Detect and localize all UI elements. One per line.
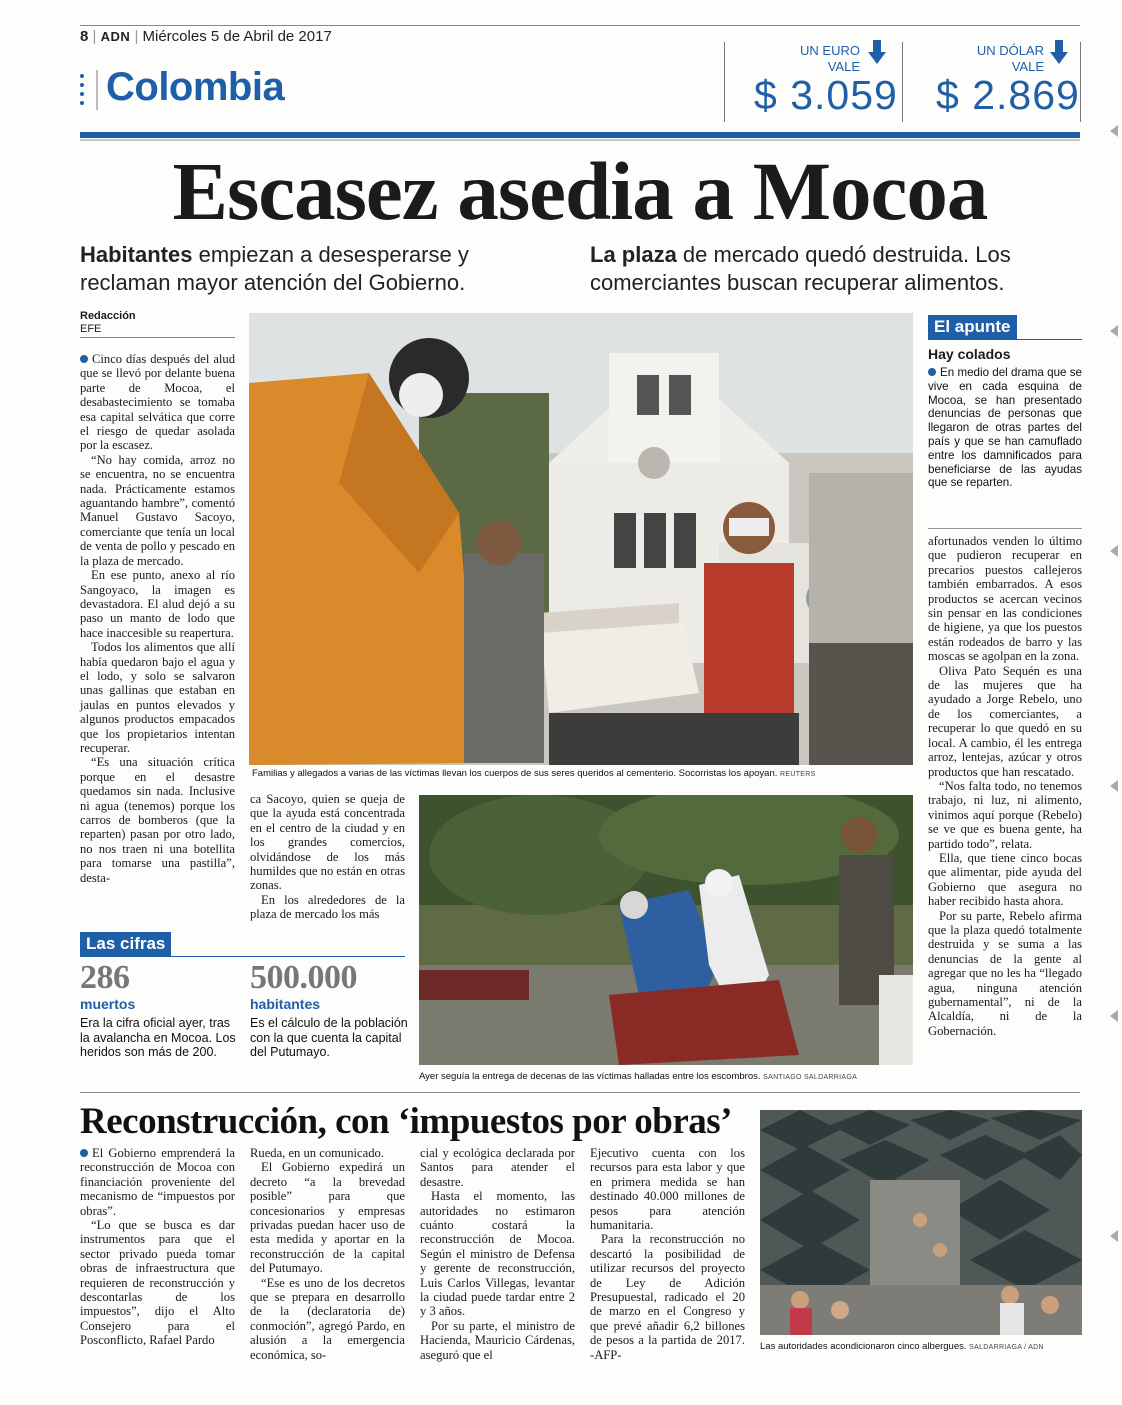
main-story-column-1 xyxy=(80,352,235,885)
top-rule xyxy=(80,25,1080,26)
paragraph: Ejecutivo cuenta con los recursos para esta labor y que en primera medida se han destinado 40.000 millones de pesos para atención humanitaria. xyxy=(590,1146,745,1233)
cifra-description: Es el cálculo de la población con la que cuenta la capital del Putumayo. xyxy=(250,1016,408,1059)
photo-victim-delivery xyxy=(419,795,913,1065)
photo-funeral-procession xyxy=(249,313,913,765)
photo3-caption xyxy=(760,1341,1082,1354)
deck-right-text: de mercado quedó destruida. Los comerciantes buscan recuperar alimentos. xyxy=(590,242,1011,295)
paragraph: “No hay comida, arroz no se encuentra, no se encuentra nada. Prácticamente estamos aguantando hambre”, comentó Manuel Gustavo Sacoyo, comerciante que tenía un local de venta de pollo y pescado en la plaza de mercado. xyxy=(80,452,235,568)
deck-left xyxy=(80,241,550,297)
paragraph: Todos los alimentos que allí había quedaron bajo el agua y el lodo, y solo se salvaron unas gallinas que estaban en jaulas en puntos elevados y algunos productos empacados que los propietarios intentan recuperar. xyxy=(80,640,235,755)
paragraph: El Gobierno emprenderá la reconstrucción de Mocoa con financiación proveniente del mecanismo de “impuestos por obras”. xyxy=(80,1146,235,1218)
paragraph: Ella, que tiene cinco bocas que alimentar, pide ayuda del Gobierno que asegura no haber recibido hasta ahora. xyxy=(928,850,1082,909)
bullet-icon xyxy=(80,1149,88,1157)
scan-mark-icon xyxy=(1110,1010,1118,1022)
paragraph: Hasta el momento, las autoridades no estimaron cuánto costará la reconstrucción de Mocoa. Según el ministro de Defensa y gerente de reconstrucción, Luis Carlos Villegas, levantar la ciudad puede tardar entre 2 y 3 años. xyxy=(420,1189,575,1319)
photo-coffins-image xyxy=(419,795,913,1065)
paragraph: ca Sacoyo, quien se queja de que la ayuda está concentrada en el centro de la ciudad y en los grandes comercios, olvidándose de los más humildes que no están en otras zonas. xyxy=(250,792,405,893)
apunte-text: En medio del drama que se vive en cada esquina de Mocoa, se han presentado denuncias de personas que llegaron de otras partes del país y que se han camuflado entre los damnificados para beneficiarse de las ayudas que se reparten. xyxy=(928,366,1082,490)
paragraph: Oliva Pato Sequén es una de las mujeres que ha ayudado a Jorge Rebelo, uno de los comerciantes, a recuperar lo que quedó en su local. A cambio, él les entrega arroz, lentejas, azúcar y otros productos que han rescatado. xyxy=(928,663,1082,779)
paragraph: “Es una situación crítica porque en el desastre quedamos sin nada. Inclusive ni agua (tenemos) porque los carros de bomberos (que la reparten) pasan por otro lado, no nos traen ni una botellita para tomarse una pastilla”, desta- xyxy=(80,755,235,885)
paragraph: “Nos falta todo, no tenemos trabajo, ni luz, ni alimento, vinimos aquí porque (Rebelo) se ve que es buena gente, ha partido todo”, relata. xyxy=(928,778,1082,851)
paragraph: Por su parte, Rebelo afirma que la plaza quedó totalmente destruida y se suma a las denuncias de la gente al agregar que no les ha “llegado agua, ninguna atención gubernamental”, ni de la Alcaldía, ni de la Gobernación. xyxy=(928,908,1082,1038)
paragraph: Por su parte, el ministro de Hacienda, Mauricio Cárdenas, aseguró que el xyxy=(420,1318,575,1362)
second-story-column-1 xyxy=(80,1146,235,1348)
paragraph: cial y ecológica declarada por Santos para atender el desastre. xyxy=(420,1146,575,1189)
paragraph: “Ese es uno de los decretos que se prepara en desarrollo de la (declaratoria de) conmoción”, agregó Pardo, en alusión a la emergencia económica, so- xyxy=(250,1275,405,1362)
scan-mark-icon xyxy=(1110,325,1118,337)
paragraph: En los alrededores de la plaza de mercado los más xyxy=(250,892,405,922)
main-story-column-4 xyxy=(928,534,1082,1038)
cifra-number: 500.000 xyxy=(250,959,357,996)
fx-separator xyxy=(724,42,725,122)
bullet-icon xyxy=(928,368,936,376)
dollar-label-line1: UN DÓLAR xyxy=(976,43,1044,58)
cifra-number: 286 xyxy=(80,959,130,996)
byline-rule xyxy=(80,337,235,338)
photo2-caption xyxy=(419,1071,914,1084)
second-headline: Reconstrucción, con ‘impuestos por obras’ xyxy=(80,1101,732,1142)
byline-label: Redacción xyxy=(80,310,136,322)
deck-left-bold: Habitantes xyxy=(80,242,193,267)
issue-date: Miércoles 5 de Abril de 2017 xyxy=(142,28,332,45)
deck-left-text: empiezan a desesperarse y reclaman mayor atención del Gobierno. xyxy=(80,242,469,295)
second-story-column-3 xyxy=(420,1146,575,1362)
paragraph: afortunados venden lo último que pudieron recuperar en precarios puestos callejeros también embarrados. A esos productos se acercan vecinos sin pensar en las condiciones de higiene, ya que los puestos están rodeados de barro y las moscas se agolpan en la zona. xyxy=(928,534,1082,664)
photo-tents-image xyxy=(760,1110,1082,1335)
cifra-description: Era la cifra oficial ayer, tras la avalancha en Mocoa. Los heridos son más de 200. xyxy=(80,1016,236,1059)
cifras-tag-rule xyxy=(80,956,405,957)
apunte-bottom-rule xyxy=(928,528,1082,529)
section-divider-rule xyxy=(80,1092,1080,1093)
bullet-icon xyxy=(80,355,88,363)
brand-logo: ADN xyxy=(100,29,131,44)
cifra-unit: muertos xyxy=(80,996,136,1012)
cifra-item xyxy=(250,960,410,1060)
photo2-credit: SANTIAGO SALDARRIAGA xyxy=(763,1074,858,1081)
paragraph: “Lo que se busca es dar instrumentos para que el sector privado pueda tomar obras de infraestructura que requieren de reconstrucción y descontarlas de los impuestos”, dijo el Alto Consejero para el Posconflicto, Rafael Pardo xyxy=(80,1218,235,1348)
byline-agency: EFE xyxy=(80,323,102,335)
cifra-item xyxy=(80,960,240,1060)
deck-right xyxy=(590,241,1085,297)
euro-label-line1: UN EURO xyxy=(800,43,860,58)
paragraph: En ese punto, anexo al río Sangoyaco, la imagen es devastadora. El alud dejó a su paso un manto de lodo que hace inaccesible su reapertura. xyxy=(80,568,235,640)
paragraph: Cinco días después del alud que se llevó por delante buena parte de Mocoa, el desabastecimiento se tomaba esa capital selvática que corre el riesgo de quedar asolada por la escasez. xyxy=(80,352,235,453)
paragraph: Para la reconstrucción no descartó la posibilidad de utilizar recursos del proyecto de Ley de Adición Presupuestal, radicado el 20 de marzo en el Congreso y que prevé añadir 6,2 billones de pesos a la partida de 2017. -AFP- xyxy=(590,1232,745,1362)
photo1-caption-text: Familias y allegados a varias de las víctimas llevan los cuerpos de sus seres queridos al cementerio. Socorristas los apoyan. xyxy=(252,768,778,779)
euro-label-line2: VALE xyxy=(827,59,860,74)
scan-mark-icon xyxy=(1110,125,1118,137)
section-title: Colombia xyxy=(106,65,285,109)
paragraph: El Gobierno expedirá un decreto “a la brevedad posible” para que concesionarios y empresas privadas puedan hacer uso de esta medida y aportar en la reconstrucción de la capital del Putumayo. xyxy=(250,1160,405,1276)
photo3-caption-text: Las autoridades acondicionaron cinco albergues. xyxy=(760,1341,967,1352)
paragraph: Rueda, en un comunicado. xyxy=(250,1146,384,1160)
page-number: 8 xyxy=(80,28,89,45)
euro-value: $ 3.059 xyxy=(754,72,898,118)
dollar-label xyxy=(940,43,1044,75)
main-story-column-2 xyxy=(250,792,405,922)
deck-right-bold: La plaza xyxy=(590,242,677,267)
dollar-down-arrow-icon xyxy=(1050,40,1068,64)
photo3-credit: SALDARRIAGA / ADN xyxy=(969,1344,1044,1351)
cifras-tag: Las cifras xyxy=(80,932,171,956)
main-headline: Escasez asedia a Mocoa xyxy=(172,145,988,237)
fx-separator xyxy=(902,42,903,122)
photo2-caption-text: Ayer seguía la entrega de decenas de las víctimas halladas entre los escombros. xyxy=(419,1071,761,1082)
apunte-title: Hay colados xyxy=(928,346,1011,362)
byline xyxy=(80,310,136,336)
photo-church-image xyxy=(249,313,913,765)
header-rule xyxy=(80,132,1080,138)
photo-shelters xyxy=(760,1110,1082,1335)
apunte-body xyxy=(928,366,1082,490)
scan-mark-icon xyxy=(1110,1230,1118,1242)
photo1-caption xyxy=(252,768,912,781)
cifra-unit: habitantes xyxy=(250,996,321,1012)
euro-label xyxy=(760,43,860,75)
fx-separator xyxy=(1080,42,1081,122)
second-story-column-4 xyxy=(590,1146,745,1362)
scan-mark-icon xyxy=(1110,780,1118,792)
section-divider xyxy=(96,70,98,110)
dollar-value: $ 2.869 xyxy=(936,72,1080,118)
second-story-column-2 xyxy=(250,1146,405,1362)
dollar-label-line2: VALE xyxy=(1011,59,1044,74)
photo1-credit: REUTERS xyxy=(780,771,816,778)
scan-mark-icon xyxy=(1110,545,1118,557)
folio-line: 8 | ADN | Miércoles 5 de Abril de 2017 xyxy=(80,28,332,45)
apunte-tag-rule xyxy=(928,339,1082,340)
euro-down-arrow-icon xyxy=(868,40,886,64)
section-dots xyxy=(80,74,86,110)
apunte-tag: El apunte xyxy=(928,315,1017,339)
